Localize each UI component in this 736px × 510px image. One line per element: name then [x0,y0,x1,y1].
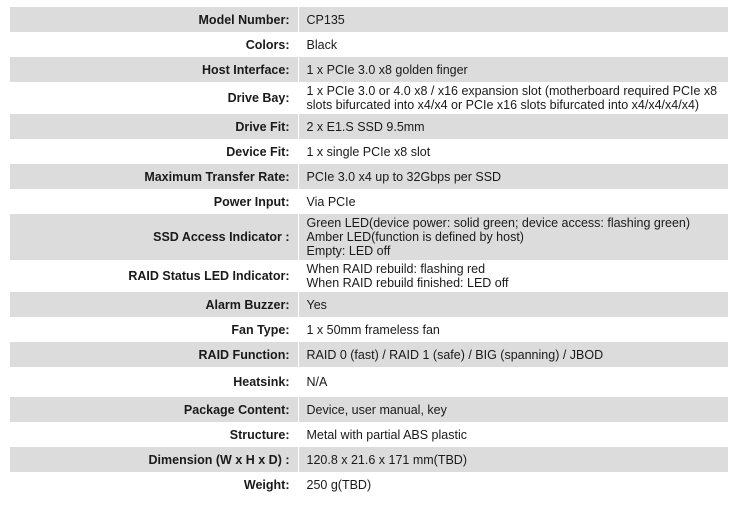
spec-value-line: CP135 [306,12,345,27]
spec-value [298,472,728,497]
spec-label: Dimension (W x H x D) : [10,447,298,472]
spec-row-dimension [10,447,728,472]
spec-label: RAID Function: [10,342,298,367]
spec-value [298,57,728,82]
spec-value [298,447,728,472]
spec-value-line: 1 x PCIe 3.0 x8 golden finger [306,62,468,77]
spec-value-line: Amber LED(function is defined by host) [306,230,524,244]
spec-value [298,114,728,139]
spec-value-line: RAID 0 (fast) / RAID 1 (safe) / BIG (spanning) / JBOD [306,347,604,362]
spec-value-line: Empty: LED off [306,244,391,258]
spec-row-drive-fit [10,114,728,139]
spec-value [298,189,728,214]
spec-label: Weight: [10,472,298,497]
spec-row-host-interface [10,57,728,82]
spec-label: Structure: [10,422,298,447]
spec-row-structure [10,422,728,447]
spec-value-line: PCIe 3.0 x4 up to 32Gbps per SSD [306,169,502,184]
spec-label: RAID Status LED Indicator: [10,260,298,292]
spec-value-line: When RAID rebuild: flashing red [306,262,486,276]
spec-label: Device Fit: [10,139,298,164]
spec-row-model-number [10,7,728,32]
spec-value-line: 1 x 50mm frameless fan [306,322,440,337]
spec-value-line: Black [306,37,338,52]
spec-value [298,7,728,32]
spec-value [298,292,728,317]
spec-label: Maximum Transfer Rate: [10,164,298,189]
spec-value-line: When RAID rebuild finished: LED off [306,276,509,290]
spec-value-line: slots bifurcated into x4/x4 or PCIe x16 slots bifurcated into x4/x4/x4/x4) [306,98,700,112]
spec-row-device-fit [10,139,728,164]
spec-label: Host Interface: [10,57,298,82]
spec-value [298,422,728,447]
spec-value [298,260,728,292]
spec-row-heatsink [10,367,728,397]
spec-value-line: Via PCIe [306,194,356,209]
spec-value-line: Metal with partial ABS plastic [306,427,467,442]
spec-value [298,397,728,422]
spec-row-alarm-buzzer [10,292,728,317]
spec-row-package-content [10,397,728,422]
spec-table [10,7,728,497]
spec-label: Package Content: [10,397,298,422]
spec-value [298,82,728,114]
spec-value [298,139,728,164]
spec-value-line: 250 g(TBD) [306,477,372,492]
spec-row-ssd-access-indicator [10,214,728,260]
spec-row-raid-status-led-indicator [10,260,728,292]
spec-row-drive-bay [10,82,728,114]
spec-label: Colors: [10,32,298,57]
spec-value-line: N/A [306,375,328,389]
spec-label: Heatsink: [10,367,298,397]
spec-row-fan-type [10,317,728,342]
spec-label: Drive Fit: [10,114,298,139]
spec-value [298,317,728,342]
spec-label: Alarm Buzzer: [10,292,298,317]
spec-label: SSD Access Indicator : [10,214,298,260]
spec-label: Model Number: [10,7,298,32]
spec-row-power-input [10,189,728,214]
spec-row-raid-function [10,342,728,367]
spec-row-weight [10,472,728,497]
spec-value-line: Device, user manual, key [306,402,447,417]
spec-value-line: Green LED(device power: solid green; device access: flashing green) [306,216,691,230]
spec-label: Drive Bay: [10,82,298,114]
spec-value [298,164,728,189]
spec-value-line: 120.8 x 21.6 x 171 mm(TBD) [306,452,467,467]
spec-label: Fan Type: [10,317,298,342]
spec-value [298,342,728,367]
spec-value-line: 2 x E1.S SSD 9.5mm [306,119,425,134]
spec-row-maximum-transfer-rate [10,164,728,189]
spec-row-colors [10,32,728,57]
spec-value-line: 1 x single PCIe x8 slot [306,144,431,159]
spec-label: Power Input: [10,189,298,214]
spec-value-line: Yes [306,297,327,312]
spec-value [298,32,728,57]
spec-value [298,367,728,397]
spec-value-line: 1 x PCIe 3.0 or 4.0 x8 / x16 expansion slot (motherboard required PCIe x8 [306,84,718,98]
spec-value [298,214,728,260]
